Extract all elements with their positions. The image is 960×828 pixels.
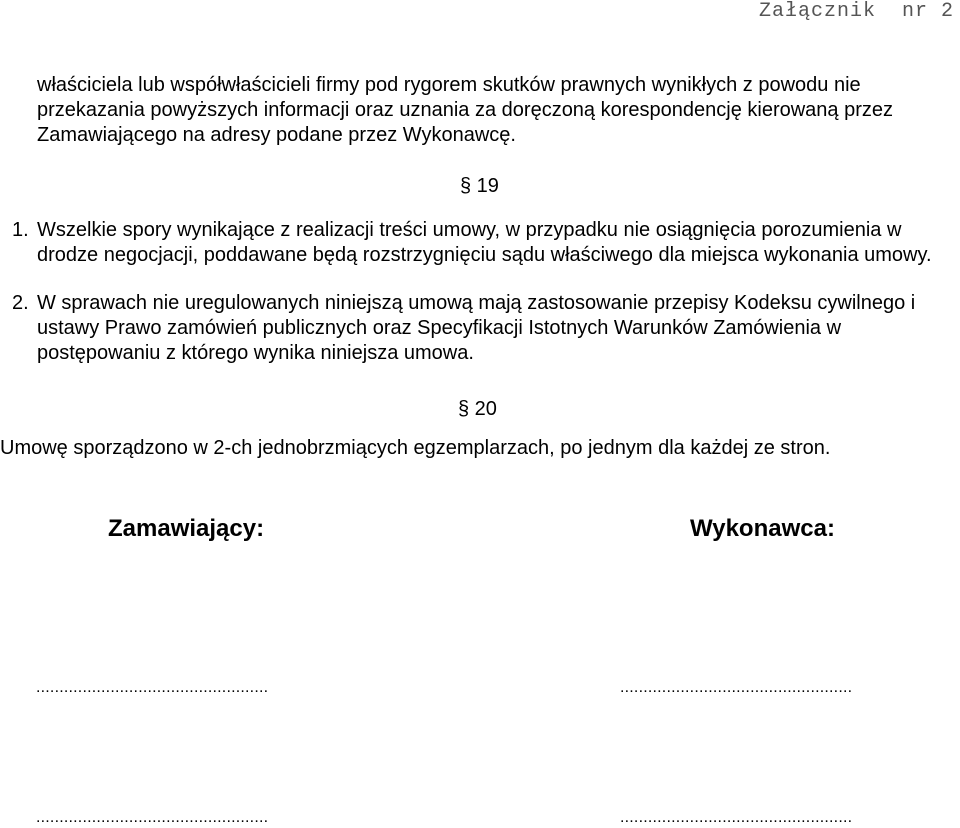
contractor-signature-line-1: .................................................. [620, 679, 853, 696]
ordering-party-signature-line-2: .................................................. [36, 809, 269, 826]
section-19-item-1 [12, 218, 937, 268]
item-text: W sprawach nie uregulowanych niniejszą umową mają zastosowanie przepisy Kodeksu cywilnego i ustawy Prawo zamówień publicznych oraz Specyfikacji Istotnych Warunków Zamówienia w postępowaniu z którego wynika niniejsza umowa. [37, 292, 916, 364]
closing-statement: Umowę sporządzono w 2-ch jednobrzmiących egzemplarzach, po jednym dla każdej ze stron. [0, 437, 831, 459]
section-19-heading: § 19 [460, 175, 499, 197]
intro-paragraph: właściciela lub współwłaścicieli firmy pod rygorem skutków prawnych wynikłych z powodu nie przekazania powyższych informacji oraz uznania za doręczoną korespondencję kierowaną przez Zamawiającego na adresy podane przez Wykonawcę. [37, 74, 894, 146]
section-19-item-2 [12, 291, 937, 366]
contractor-label: Wykonawca: [690, 515, 835, 542]
attachment-label: Załącznik nr 2 [758, 0, 954, 23]
ordering-party-label: Zamawiający: [108, 515, 265, 542]
item-number: 2. [12, 292, 29, 314]
section-20-heading: § 20 [458, 398, 497, 420]
item-number: 1. [12, 219, 29, 241]
item-text: Wszelkie spory wynikające z realizacji treści umowy, w przypadku nie osiągnięcia porozumienia w drodze negocjacji, poddawane będą rozstrzygnięciu sądu właściwego dla miejsca wykonania umowy. [37, 219, 932, 266]
contractor-signature-line-2: .................................................. [620, 809, 853, 826]
ordering-party-signature-line-1: .................................................. [36, 679, 269, 696]
